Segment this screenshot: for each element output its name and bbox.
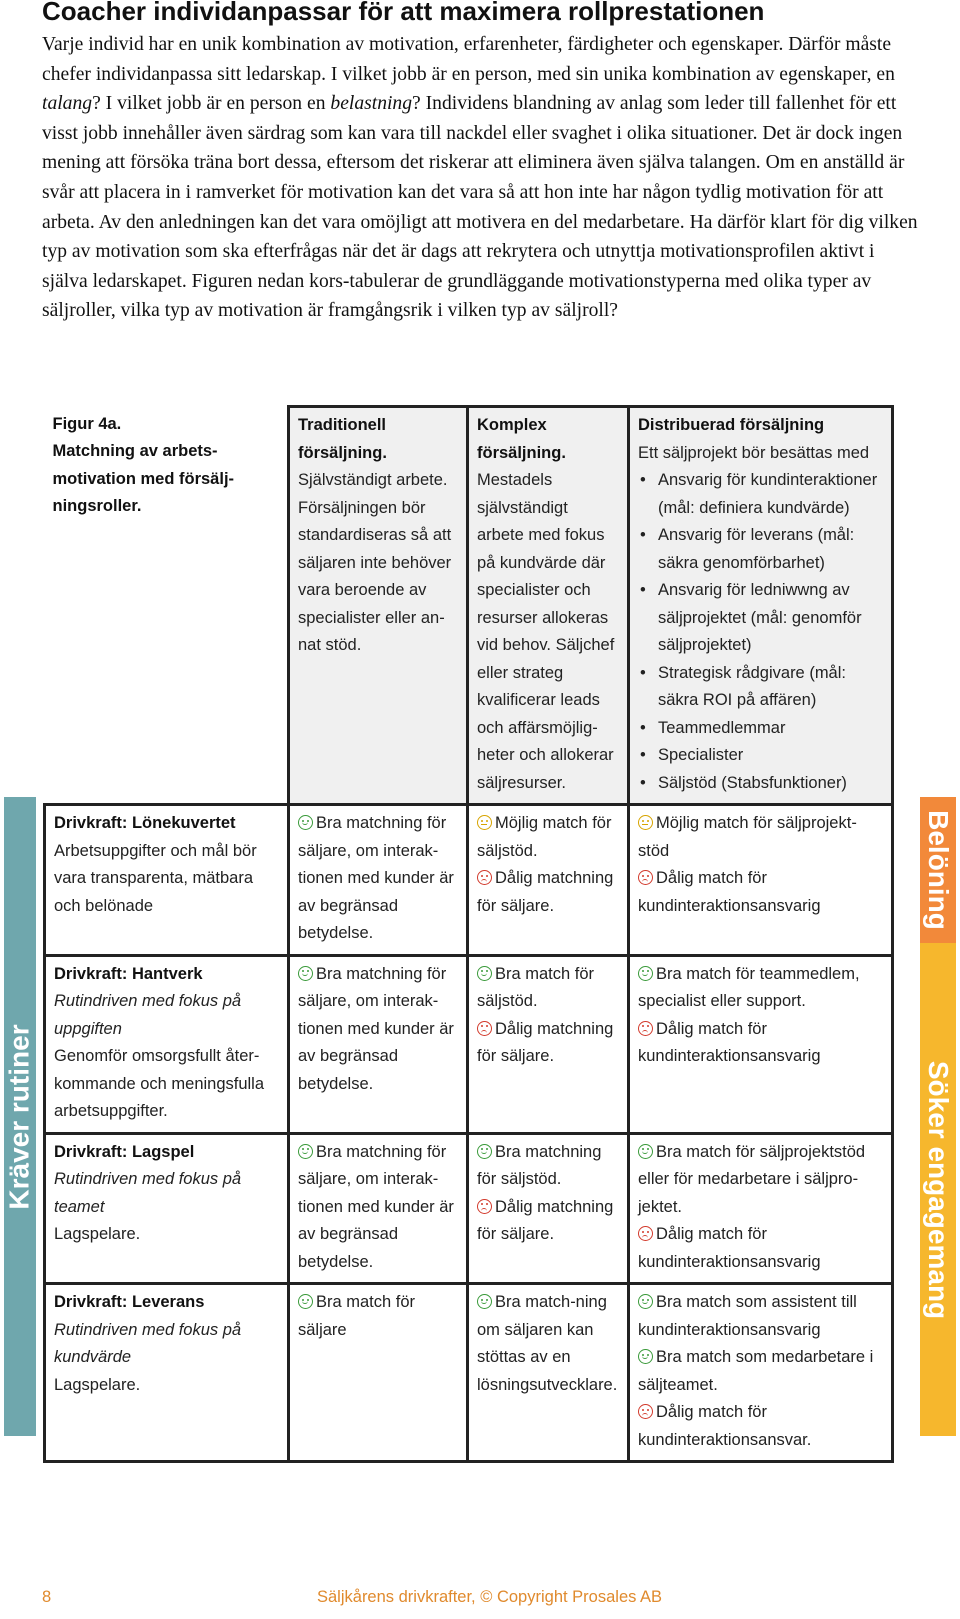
matching-table [43,405,894,1463]
happy-face-icon [477,1144,492,1159]
row-description: Lagspelare. [54,1375,141,1394]
row-title: Drivkraft: Lagspel [54,1142,195,1161]
happy-face-icon [298,1144,313,1159]
figure-title: Matchning av arbets-motivation med försälj-ningsroller. [52,442,235,515]
role-list [638,467,883,797]
match-cell [629,955,893,1133]
row-header-leverans [45,1284,289,1462]
column-intro: Ett säljprojekt bör besättas med [638,443,870,462]
row-header-lagspel [45,1133,289,1284]
page-heading: Coacher individanpassar för att maximera rollprestationen [42,0,765,26]
happy-face-icon [638,1294,653,1309]
list-item: • Ansvarig för ledniwwng av säljprojektet (mål: genomför säljprojektet) [638,577,883,660]
table-row [45,1133,893,1284]
row-header-lonekuvertet [45,805,289,956]
match-cell [468,955,629,1133]
row-title: Drivkraft: Leverans [54,1293,205,1311]
match-line: Bra match som assistent till kundinteraktionsansvarig [638,1293,857,1339]
match-cell [629,805,893,956]
row-description: Genomför omsorgsfullt åter-kommande och meningsfulla arbetsuppgifter. [54,1047,265,1120]
side-label-beloning: Belöning [920,797,956,943]
table-row [45,955,893,1133]
happy-face-icon [638,966,653,981]
talang-term: talang [42,93,93,115]
match-cell [289,1284,468,1462]
sad-face-icon [638,1021,653,1036]
sad-face-icon [477,870,492,885]
side-label-kraver-rutiner: Kräver rutiner [4,797,36,1436]
match-line: Dålig match för kundinteraktionsansvarig [638,869,821,915]
match-line: Möjlig match för säljprojekt-stöd [638,814,857,860]
list-item: • Strategisk rådgivare (mål: säkra ROI på affären) [638,660,883,715]
match-cell [629,1284,893,1462]
happy-face-icon [477,1294,492,1309]
match-line: Bra match som medarbetare i säljteamet. [638,1348,874,1394]
figure-label: Figur 4a. [52,414,122,433]
list-item: • Ansvarig för kundinteraktioner (mål: definiera kundvärde) [638,467,883,522]
match-line: Bra matchning för säljare, om interak-tionen med kunder är av begränsad betydelse. [298,964,454,1093]
match-line: Bra matchning för säljare, om interak-tionen med kunder är av begränsad betydelse. [298,814,454,942]
row-header-hantverk [45,955,289,1133]
match-cell [289,805,468,956]
sad-face-icon [638,1404,653,1419]
list-item: • Specialister [638,742,883,770]
table-row [45,1284,893,1462]
intro-paragraph: Varje individ har en unik kombination av motivation, erfarenheter, färdigheter och egenskaper. Därför måste chefer individanpassa sitt ledarskap. I vilket jobb är en person, med sin unika kombination av egenskaper, en talang? I vilket jobb är en person en belastning? Individens blandning av anlag som leder till fallenhet för ett visst jobb innehåller även särdrag som kan vara till nackdel eller svaghet i olika situationer. Det är dock ingen mening att försöka träna bort dessa, eftersom det riskerar att eliminera även själva talangen. Om en anställd är svår att placera in i ramverket för motivation kan det vara så att hon inte har någon tydlig motivation för att arbeta. Av den anledningen kan det vara omöjligt att motivera en del medarbetare. Ha därför klart för dig vilken typ av motivation som ska efterfrågas när det är dags att rekrytera och utnyttja motivationsprofilen aktivt i själva ledarskapet. Figuren nedan kors-tabulerar de grundläggande motivationstyperna med olika typer av säljroller, vilka typ av motivation är framgångsrik i vilken typ av säljroll? [42,34,918,322]
sad-face-icon [638,1226,653,1241]
sad-face-icon [477,1199,492,1214]
column-title: Distribuerad försäljning [638,416,825,434]
match-line: Dålig match för kundinteraktionsansvar. [638,1403,812,1449]
row-focus: Rutindriven med fokus på uppgiften [54,992,242,1038]
match-cell [629,1133,893,1284]
happy-face-icon [638,1144,653,1159]
column-title: Traditionell försäljning. [298,416,387,462]
happy-face-icon [638,1349,653,1364]
match-line: Bra match för säljprojektstöd eller för medarbetare i säljpro-jektet. [638,1142,866,1216]
column-header-distributed [629,407,893,805]
match-line: Möjlig match för säljstöd. [477,814,612,860]
match-cell [468,805,629,956]
match-line: Dålig matchning för säljare. [477,1197,614,1243]
match-line: Bra match för teammedlem, specialist eller support. [638,964,860,1010]
happy-face-icon [477,966,492,981]
match-line: Dålig match för kundinteraktionsansvarig [638,1225,821,1271]
row-title: Drivkraft: Hantverk [54,964,203,983]
match-line: Dålig match för kundinteraktionsansvarig [638,1019,821,1065]
column-description: Självständigt arbete. Försäljningen bör standardiseras så att säljaren inte behöver vara beroende av specialister eller an-nat stöd. [298,471,452,654]
match-cell [289,955,468,1133]
match-line: Bra match-ning om säljaren kan stöttas av en lösningsutvecklare. [477,1293,618,1394]
list-item: • Teammedlemmar [638,715,883,743]
row-focus: Rutindriven med fokus på kundvärde [54,1320,242,1366]
match-line: Bra matchning för säljstöd. [477,1142,602,1188]
figure-caption-cell [45,407,289,805]
belastning-term: belastning [330,93,413,115]
table-row [45,805,893,956]
list-item: • Säljstöd (Stabsfunktioner) [638,770,883,798]
page-number: 8 [42,1588,52,1606]
sad-face-icon [638,870,653,885]
row-title: Drivkraft: Lönekuvertet [54,814,236,832]
list-item: • Ansvarig för leverans (mål: säkra genomförbarhet) [638,522,883,577]
match-line: Bra match för säljstöd. [477,964,595,1010]
sad-face-icon [477,1021,492,1036]
match-cell [468,1284,629,1462]
happy-face-icon [298,815,313,830]
row-description: Arbetsuppgifter och mål bör vara transparenta, mätbara och belönade [54,841,257,915]
match-cell [289,1133,468,1284]
match-line: Bra match för säljare [298,1293,416,1339]
column-title: Komplex försäljning. [477,416,566,462]
column-header-complex [468,407,629,805]
happy-face-icon [298,966,313,981]
footer-copyright: Säljkårens drivkrafter, © Copyright Prosales AB [317,1588,663,1606]
match-line: Dålig matchning för säljare. [477,1019,614,1065]
neutral-face-icon [477,815,492,830]
neutral-face-icon [638,815,653,830]
match-line: Dålig matchning för säljare. [477,869,614,915]
match-cell [468,1133,629,1284]
match-line: Bra matchning för säljare, om interak-tionen med kunder är av begränsad betydelse. [298,1142,454,1271]
happy-face-icon [298,1294,313,1309]
column-header-traditional [289,407,468,805]
column-description: Mestadels självständigt arbete med fokus på kundvärde där specialister och resurser allokeras vid behov. Säljchef eller strateg kvalificerar leads och affärsmöjlig-heter och allokerar säljresurser. [477,471,615,792]
side-label-soker-engagemang: Söker engagemang [920,943,956,1436]
row-focus: Rutindriven med fokus på teamet [54,1170,242,1216]
row-description: Lagspelare. [54,1225,141,1243]
